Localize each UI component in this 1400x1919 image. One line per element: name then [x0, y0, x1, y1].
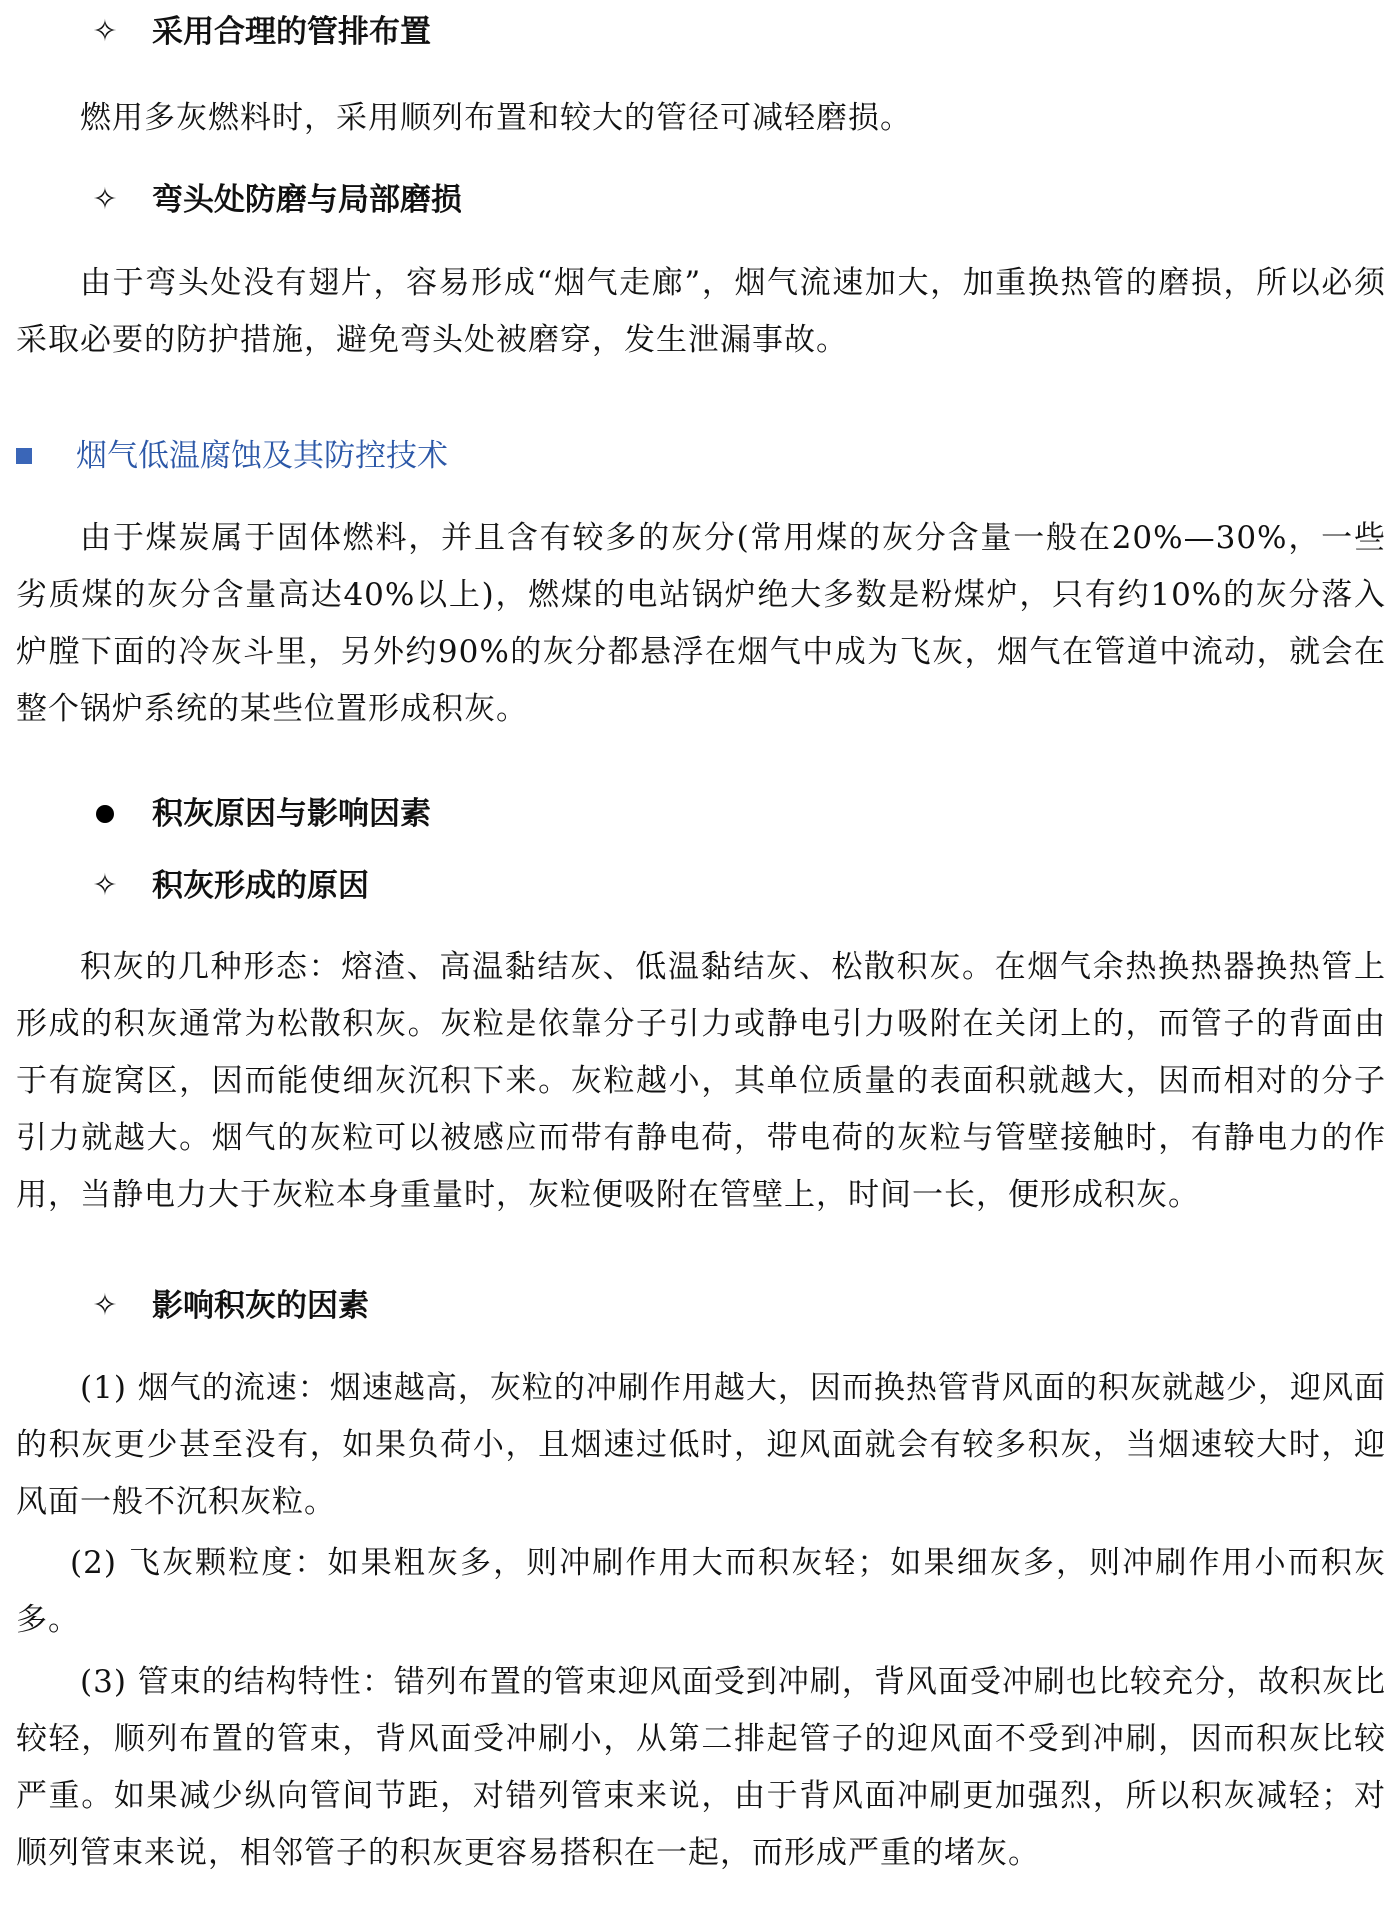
subheading-pipe-arrangement	[16, 12, 1386, 52]
paragraph-ash-intro: 由于煤炭属于固体燃料，并且含有较多的灰分(常用煤的灰分含量一般在20%—30%，一些劣质煤的灰分含量高达40%以上)，燃煤的电站锅炉绝大多数是粉煤炉，只有约10%的灰分落入炉膛下面的冷灰斗里，另外约90%的灰分都悬浮在烟气中成为飞灰，烟气在管道中流动，就会在整个锅炉系统的某些位置形成积灰。	[16, 520, 1386, 727]
subheading-elbow-wear	[16, 180, 1386, 220]
paragraph-factor-flow-speed: (1) 烟气的流速：烟速越高，灰粒的冲刷作用越大，因而换热管背风面的积灰就越少，迎风面的积灰更少甚至没有，如果负荷小，且烟速过低时，迎风面就会有较多积灰，当烟速较大时，迎风面一般不沉积灰粒。	[16, 1370, 1386, 1520]
paragraph-factor-particle-size: (2) 飞灰颗粒度：如果粗灰多，则冲刷作用大而积灰轻；如果细灰多，则冲刷作用小而积灰多。	[16, 1545, 1386, 1638]
square-bullet-icon	[16, 448, 32, 464]
paragraph-factor-tube-structure: (3) 管束的结构特性：错列布置的管束迎风面受到冲刷，背风面受冲刷也比较充分，故积灰比较轻，顺列布置的管束，背风面受冲刷小，从第二排起管子的迎风面不受到冲刷，因而积灰比较严重。如果减少纵向管间节距，对错列管束来说，由于背风面冲刷更加强烈，所以积灰减轻；对顺列管束来说，相邻管子的积灰更容易搭积在一起，而形成严重的堵灰。	[16, 1664, 1386, 1871]
section-heading-text: 烟气低温腐蚀及其防控技术	[76, 438, 448, 474]
diamond-bullet-icon: ✧	[92, 14, 118, 49]
bullet-heading-ash-causes	[16, 794, 1386, 834]
round-bullet-icon	[88, 794, 122, 834]
paragraph-ash-formation: 积灰的几种形态：熔渣、高温黏结灰、低温黏结灰、松散积灰。在烟气余热换热器换热管上形成的积灰通常为松散积灰。灰粒是依靠分子引力或静电引力吸附在关闭上的，而管子的背面由于有旋窝区，因而能使细灰沉积下来。灰粒越小，其单位质量的表面积就越大，因而相对的分子引力就越大。烟气的灰粒可以被感应而带有静电荷，带电荷的灰粒与管壁接触时，有静电力的作用，当静电力大于灰粒本身重量时，灰粒便吸附在管壁上，时间一长，便形成积灰。	[16, 949, 1386, 1213]
diamond-bullet-icon: ✧	[92, 1288, 118, 1323]
diamond-bullet-icon: ✧	[92, 182, 118, 217]
bullet-heading-text: 积灰原因与影响因素	[152, 796, 431, 832]
diamond-bullet-icon: ✧	[92, 868, 118, 903]
paragraph-pipe-arrangement: 燃用多灰燃料时，采用顺列布置和较大的管径可减轻磨损。	[80, 100, 912, 136]
subheading-text: 影响积灰的因素	[152, 1288, 369, 1324]
section-heading-corrosion	[16, 436, 1386, 476]
paragraph-elbow-wear: 由于弯头处没有翅片，容易形成“烟气走廊”，烟气流速加大，加重换热管的磨损，所以必须采取必要的防护措施，避免弯头处被磨穿，发生泄漏事故。	[16, 265, 1386, 358]
subheading-text: 弯头处防磨与局部磨损	[152, 182, 462, 218]
subheading-ash-formation	[16, 866, 1386, 906]
subheading-ash-factors	[16, 1286, 1386, 1326]
subheading-text: 积灰形成的原因	[152, 868, 369, 904]
subheading-text: 采用合理的管排布置	[152, 14, 431, 50]
